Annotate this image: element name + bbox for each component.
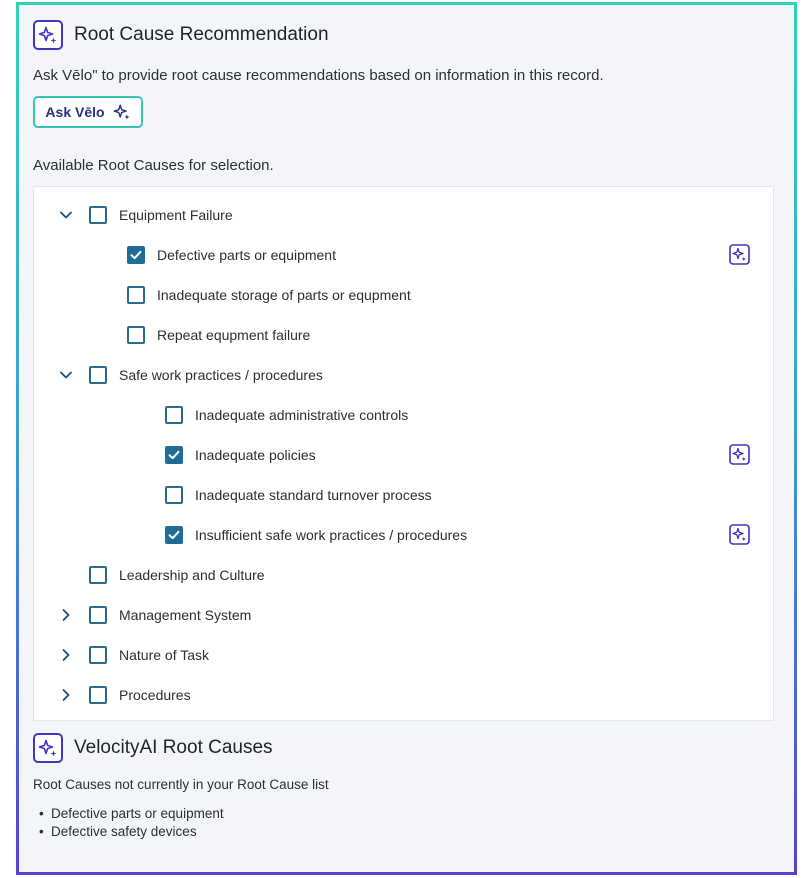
tree-row xyxy=(34,244,773,266)
ai-section-title: VelocityAI Root Causes xyxy=(74,737,273,758)
tree-item-label: Safe work practices / procedures xyxy=(119,367,323,383)
tree-row xyxy=(34,684,773,706)
ai-recommendation-icon xyxy=(729,244,750,265)
checkbox[interactable] xyxy=(165,406,183,424)
tree-item-label: Equipment Failure xyxy=(119,207,233,223)
tree-item-label: Inadequate administrative controls xyxy=(195,407,409,423)
tree-item-label: Repeat equpment failure xyxy=(157,327,311,343)
root-cause-card xyxy=(16,2,797,875)
ask-velo-button[interactable] xyxy=(33,96,143,128)
tree-row xyxy=(34,604,773,626)
sparkle-icon xyxy=(113,103,131,121)
tree-row xyxy=(34,564,773,586)
ai-section-header xyxy=(33,733,273,763)
checkbox[interactable] xyxy=(89,206,107,224)
tree-row xyxy=(34,284,773,306)
tree-heading: Available Root Causes for selection. xyxy=(33,157,274,174)
ai-recommendation-icon xyxy=(729,444,750,465)
checkbox[interactable] xyxy=(127,286,145,304)
checkbox[interactable] xyxy=(165,446,183,464)
checkbox[interactable] xyxy=(89,686,107,704)
tree-item-label: Leadership and Culture xyxy=(119,567,265,583)
card-header xyxy=(33,20,329,50)
tree-item-label: Defective parts or equipment xyxy=(157,247,336,263)
sparkle-icon xyxy=(33,733,63,763)
tree-row xyxy=(34,644,773,666)
chevron-right-icon[interactable] xyxy=(59,608,73,622)
list-item: • Defective safety devices xyxy=(33,823,224,841)
tree-item-label: Inadequate storage of parts or equpment xyxy=(157,287,411,303)
tree-item-label: Management System xyxy=(119,607,252,623)
tree-row xyxy=(34,484,773,506)
tree-row xyxy=(34,204,773,226)
ai-root-cause-list xyxy=(33,805,224,841)
checkbox[interactable] xyxy=(127,326,145,344)
ask-velo-label: Ask Vēlo xyxy=(45,104,105,120)
tree-item-label: Nature of Task xyxy=(119,647,210,663)
chevron-down-icon[interactable] xyxy=(59,208,73,222)
checkbox[interactable] xyxy=(89,366,107,384)
ai-recommendation-icon xyxy=(729,524,750,545)
checkbox[interactable] xyxy=(165,486,183,504)
checkbox[interactable] xyxy=(165,526,183,544)
chevron-right-icon[interactable] xyxy=(59,688,73,702)
tree-row xyxy=(34,364,773,386)
checkbox[interactable] xyxy=(89,566,107,584)
checkbox[interactable] xyxy=(127,246,145,264)
chevron-down-icon[interactable] xyxy=(59,368,73,382)
checkbox[interactable] xyxy=(89,606,107,624)
tree-item-label: Insufficient safe work practices / procedures xyxy=(195,527,468,543)
tree-row xyxy=(34,524,773,546)
chevron-right-icon[interactable] xyxy=(59,648,73,662)
description-text: Ask Vēlo" to provide root cause recommendations based on information in this record. xyxy=(33,67,604,84)
tree-item-label: Inadequate policies xyxy=(195,447,316,463)
list-item: • Defective parts or equipment xyxy=(33,805,224,823)
tree-row xyxy=(34,404,773,426)
tree-item-label: Inadequate standard turnover process xyxy=(195,487,432,503)
root-cause-tree xyxy=(33,186,774,721)
ai-section-subtitle: Root Causes not currently in your Root Cause list xyxy=(33,777,329,792)
checkbox[interactable] xyxy=(89,646,107,664)
page-title: Root Cause Recommendation xyxy=(74,24,329,45)
tree-item-label: Procedures xyxy=(119,687,191,703)
sparkle-icon xyxy=(33,20,63,50)
tree-row xyxy=(34,444,773,466)
tree-row xyxy=(34,324,773,346)
